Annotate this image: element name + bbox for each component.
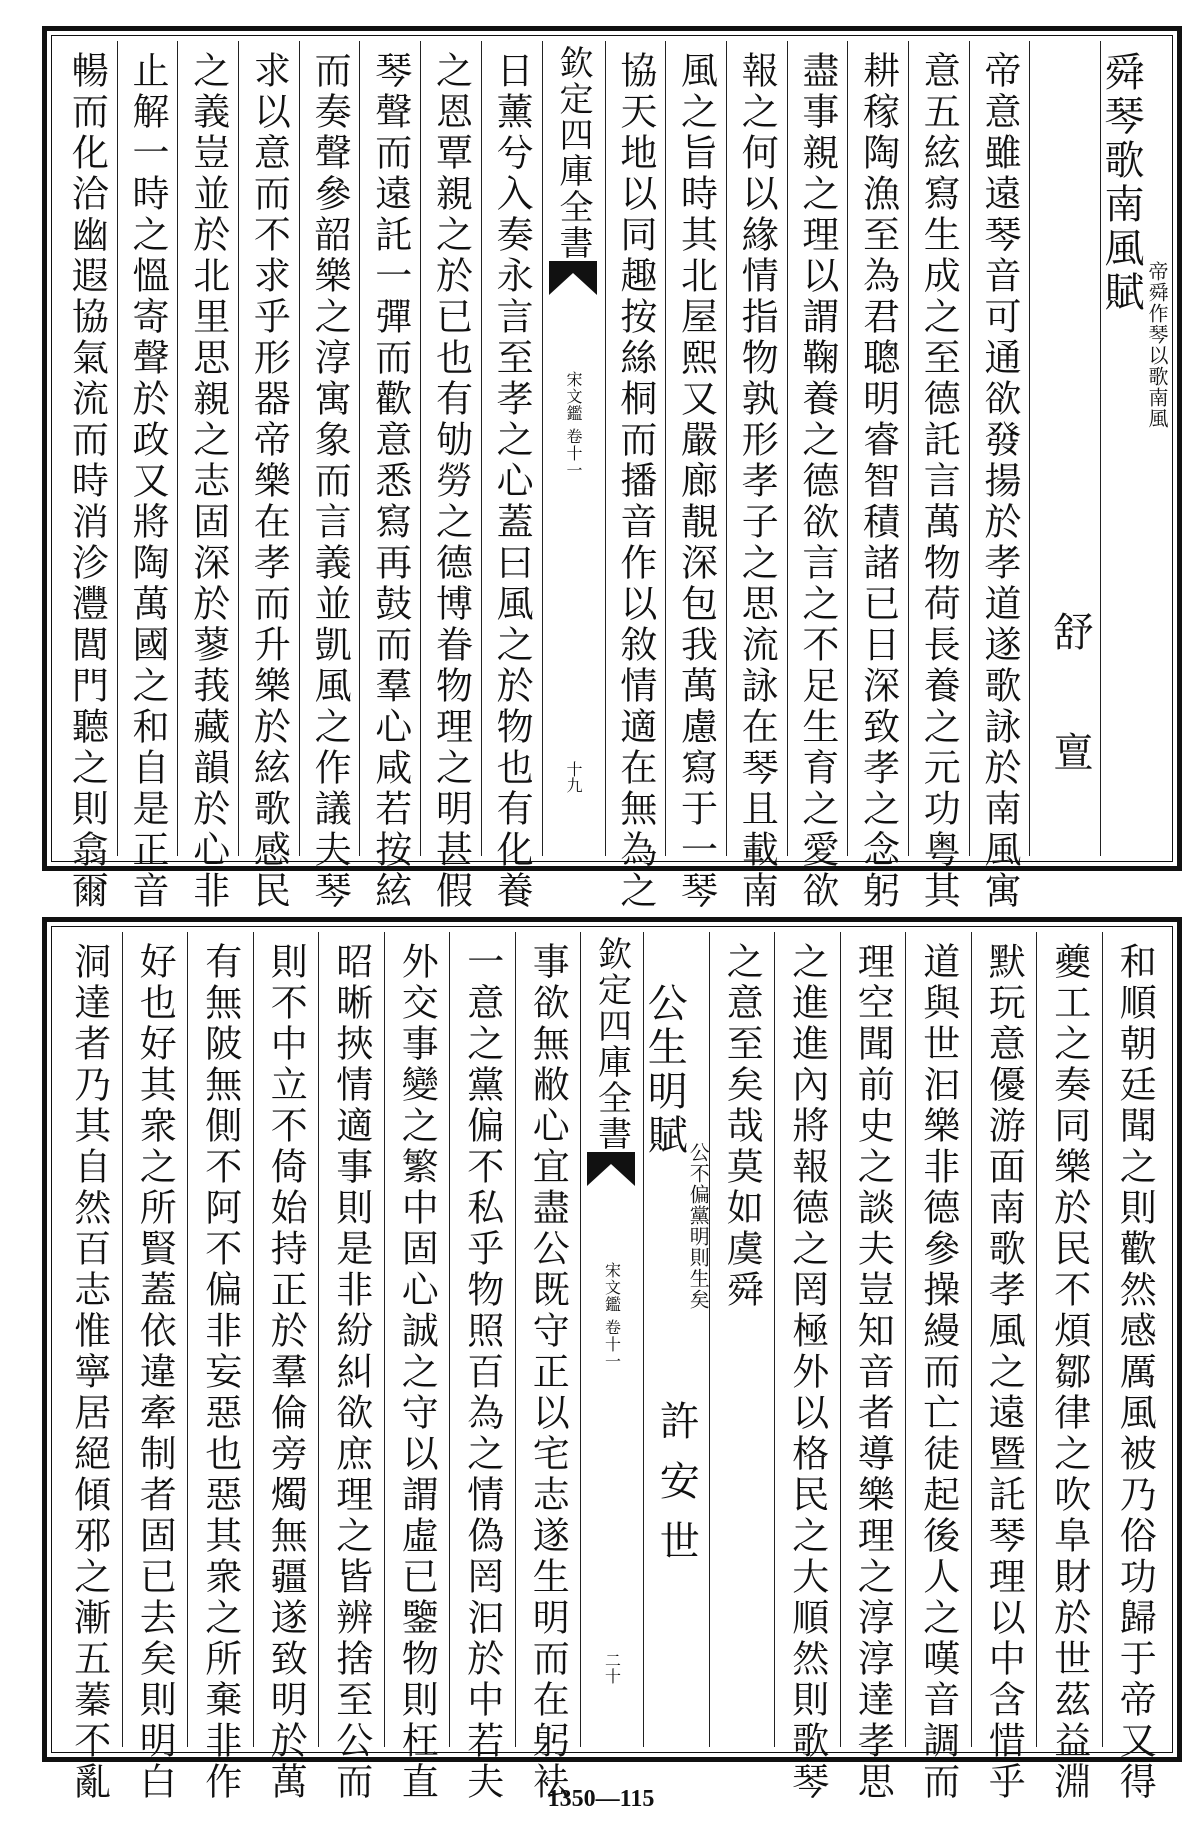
text-column: 則不中立不倚始持正於羣倫旁燭無疆遂致明於萬 <box>264 942 308 1803</box>
lower-title-row <box>641 942 711 1310</box>
lower-text-column <box>187 932 253 1803</box>
leaf-number: 十九 <box>564 761 583 793</box>
upper-title-note: 帝舜作琴以歌南風 <box>1145 261 1169 429</box>
text-column: 有無陂無側不阿不偏非妄惡也惡其衆之所棄非作 <box>198 942 242 1803</box>
book-chapter: 宋文鑑 卷十一 <box>602 1262 622 1371</box>
text-column: 琴聲而遠託一彈而歡意悉寫再鼓而羣心咸若按絃 <box>368 51 412 912</box>
lower-text-column <box>774 932 840 1803</box>
lower-text-column <box>253 932 319 1803</box>
text-column: 意五絃寫生成之至德託言萬物荷長養之元功粤其 <box>917 51 961 912</box>
text-column: 一意之黨偏不私乎物照百為之情偽罔汩於中若夫 <box>460 942 504 1803</box>
text-column: 暢而化洽幽遐協氣流而時消沴灃閭門聽之則翕爾 <box>65 51 109 912</box>
text-column: 默玩意優游面南歌孝風之遠暨託琴理以中含惜乎 <box>982 942 1026 1803</box>
text-column: 理空聞前史之談夫豈知音者導樂理之淳淳達孝思 <box>851 942 895 1803</box>
text-column: 昭晰挾情適事則是非紛糾欲庶理之皆辨捨至公而 <box>329 942 373 1803</box>
text-column: 外交事變之繁中固心誠之守以謂虛已鑒物則枉直 <box>395 942 439 1803</box>
upper-text-column <box>481 41 542 912</box>
text-column: 而奏聲參韶樂之淳寓象而言義並凱風之作議夫琴 <box>308 51 352 912</box>
text-column: 之進進內將報德之罔極外以格民之大順然則歌琴 <box>785 942 829 1803</box>
upper-text-columns <box>57 41 1169 912</box>
upper-text-column <box>969 41 1030 912</box>
text-column: 和順朝廷聞之則歡然感厲風被乃俗功歸于帝又得 <box>1113 942 1157 1803</box>
lower-text-column <box>840 932 906 1803</box>
text-column: 事欲無敝心宜盡公既守正以宅志遂生明而在躬袪 <box>526 942 570 1803</box>
lower-text-column <box>709 932 775 1747</box>
upper-text-column <box>359 41 420 912</box>
lower-title-column <box>643 932 709 1747</box>
upper-text-column <box>117 41 178 912</box>
upper-text-column <box>57 41 117 912</box>
book-chapter: 宋文鑑 卷十一 <box>564 371 583 480</box>
upper-text-column <box>177 41 238 912</box>
text-column: 止解一時之慍寄聲於政又將陶萬國之和自是正音 <box>126 51 170 912</box>
text-column: 盡事親之理以謂鞠養之德欲言之不足生育之愛欲 <box>795 51 839 912</box>
text-column: 求以意而不求乎形器帝樂在孝而升樂於絃歌感民 <box>247 51 291 912</box>
upper-page-panel <box>42 26 1182 912</box>
lower-author: 許安世 <box>653 1400 700 1580</box>
lower-text-column <box>905 932 971 1803</box>
upper-text-column <box>908 41 969 912</box>
text-column: 夔工之奏同樂於民不煩鄒律之吹阜財於世茲益淵 <box>1047 942 1091 1803</box>
upper-author-column <box>1029 41 1100 856</box>
fishtail-mark-icon <box>587 1152 635 1186</box>
upper-title: 舜琴歌南風賦 <box>1098 51 1144 315</box>
lower-title: 公生明賦 <box>641 982 688 1158</box>
text-column: 日薰兮入奏永言至孝之心蓋曰風之於物也有化養 <box>490 51 534 912</box>
text-column: 之意至矣哉莫如虞舜 <box>720 942 764 1311</box>
text-column: 洞達者乃其自然百志惟寧居絕傾邪之漸五蓁不亂 <box>67 942 111 1803</box>
lower-title-group <box>641 942 711 1580</box>
upper-text-column <box>605 41 666 912</box>
lower-text-column <box>318 932 384 1803</box>
upper-text-column <box>665 41 726 912</box>
lower-text-column <box>1036 932 1102 1803</box>
lower-text-column <box>971 932 1037 1803</box>
upper-text-column <box>238 41 299 912</box>
upper-text-column <box>787 41 848 912</box>
page-gutter <box>542 41 605 856</box>
lower-title-note: 公不偏黨明則生矣 <box>686 1142 711 1310</box>
upper-text-column <box>847 41 908 912</box>
text-column: 報之何以緣情指物孰形孝子之思流詠在琴且載南 <box>735 51 779 912</box>
lower-text-column <box>449 932 515 1803</box>
text-column: 帝意雖遠琴音可通欲發揚於孝道遂歌詠於南風寓 <box>977 51 1021 912</box>
text-column: 之恩覃親之於已也有劬勞之德博眷物理之明甚假 <box>429 51 473 912</box>
lower-text-column <box>122 932 188 1803</box>
upper-title-column <box>1100 41 1167 856</box>
text-column: 道與世汩樂非德參操縵而亡徒起後人之嘆音調而 <box>916 942 960 1803</box>
text-column: 協天地以同趣按絲桐而播音作以敘情適在無為之 <box>613 51 657 912</box>
leaf-number: 二十 <box>602 1652 622 1684</box>
page-number: 1350—115 <box>547 1786 655 1812</box>
fishtail-mark-icon <box>549 261 597 295</box>
text-column: 耕稼陶漁至為君聰明睿智積諸已日深致孝之念躬 <box>856 51 900 912</box>
book-title: 欽定四庫全書 <box>591 936 632 1152</box>
lower-text-column <box>1102 932 1168 1803</box>
upper-text-column <box>420 41 481 912</box>
page-gutter <box>580 932 643 1747</box>
lower-text-column <box>384 932 450 1803</box>
text-column: 風之旨時其北屋熙又嚴廊靚深包我萬慮寫于一琴 <box>674 51 718 912</box>
lower-text-column <box>515 932 581 1803</box>
text-column: 之義豈並於北里思親之志固深於蓼莪藏韻於心非 <box>186 51 230 912</box>
text-column: 好也好其衆之所賢蓋依違牽制者固已去矣則明白 <box>133 942 177 1803</box>
book-title: 欽定四庫全書 <box>553 45 593 261</box>
upper-author: 舒 亶 <box>1047 611 1093 791</box>
upper-text-column <box>726 41 787 912</box>
lower-text-column <box>57 932 122 1803</box>
upper-text-column <box>299 41 360 912</box>
